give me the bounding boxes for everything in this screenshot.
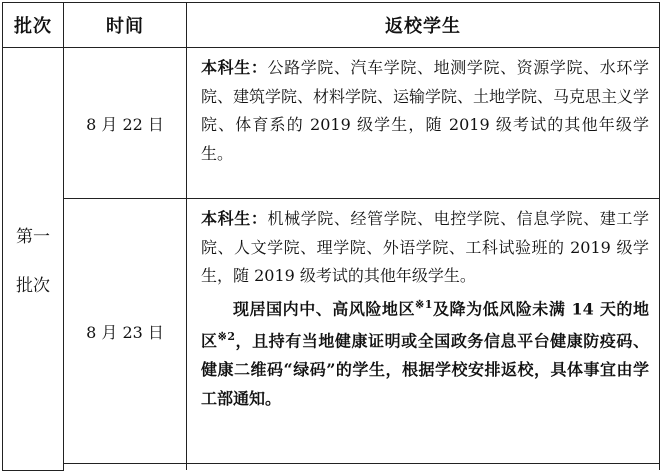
table-row bbox=[3, 48, 660, 199]
college-list: 机械学院、经管学院、电控学院、信息学院、建工学院、人文学院、理学院、外语学院、工科试验班的 2019 级学生，随 2019 级考试的其他年级学生。 bbox=[201, 209, 649, 285]
footnote-ref-2: ※2 bbox=[217, 330, 235, 344]
batch-label-line2: 批次 bbox=[16, 275, 50, 296]
header-batch: 批次 bbox=[3, 3, 64, 48]
undergrad-label: 本科生： bbox=[201, 209, 268, 228]
table-row bbox=[3, 199, 660, 464]
header-row bbox=[3, 3, 660, 48]
empty-cell bbox=[187, 464, 660, 471]
batch-label-line1: 第一 bbox=[16, 226, 50, 247]
students-cell bbox=[187, 199, 660, 464]
header-time: 时间 bbox=[64, 3, 187, 48]
batch-cell bbox=[3, 48, 64, 471]
risk-area-notice: 现居国内中、高风险地区$^{※1}$及降为低风险未满 14 天的地区$^{※2}$，且持有当地健康证明或全国政务信息平台健康防疫码、健康二维码“绿码”的学生，根据学校安排返校，具体事宜由学工部通知。 bbox=[201, 297, 649, 408]
college-list: 公路学院、汽车学院、地测学院、资源学院、水环学院、建筑学院、材料学院、运输学院、土地学院、马克思主义学院、体育系的 2019 级学生，随 2019 级考试的其他年级学生。 bbox=[201, 58, 650, 163]
empty-cell bbox=[64, 464, 187, 471]
undergrad-label: 本科生： bbox=[201, 58, 268, 77]
table-row-partial bbox=[3, 464, 660, 471]
return-schedule-table bbox=[2, 2, 660, 471]
date-cell: 8 月 22 日 bbox=[64, 48, 187, 199]
header-students: 返校学生 bbox=[187, 3, 660, 48]
date-cell: 8 月 23 日 bbox=[64, 199, 187, 464]
footnote-ref-1: ※1 bbox=[415, 297, 433, 311]
students-cell bbox=[187, 48, 660, 199]
